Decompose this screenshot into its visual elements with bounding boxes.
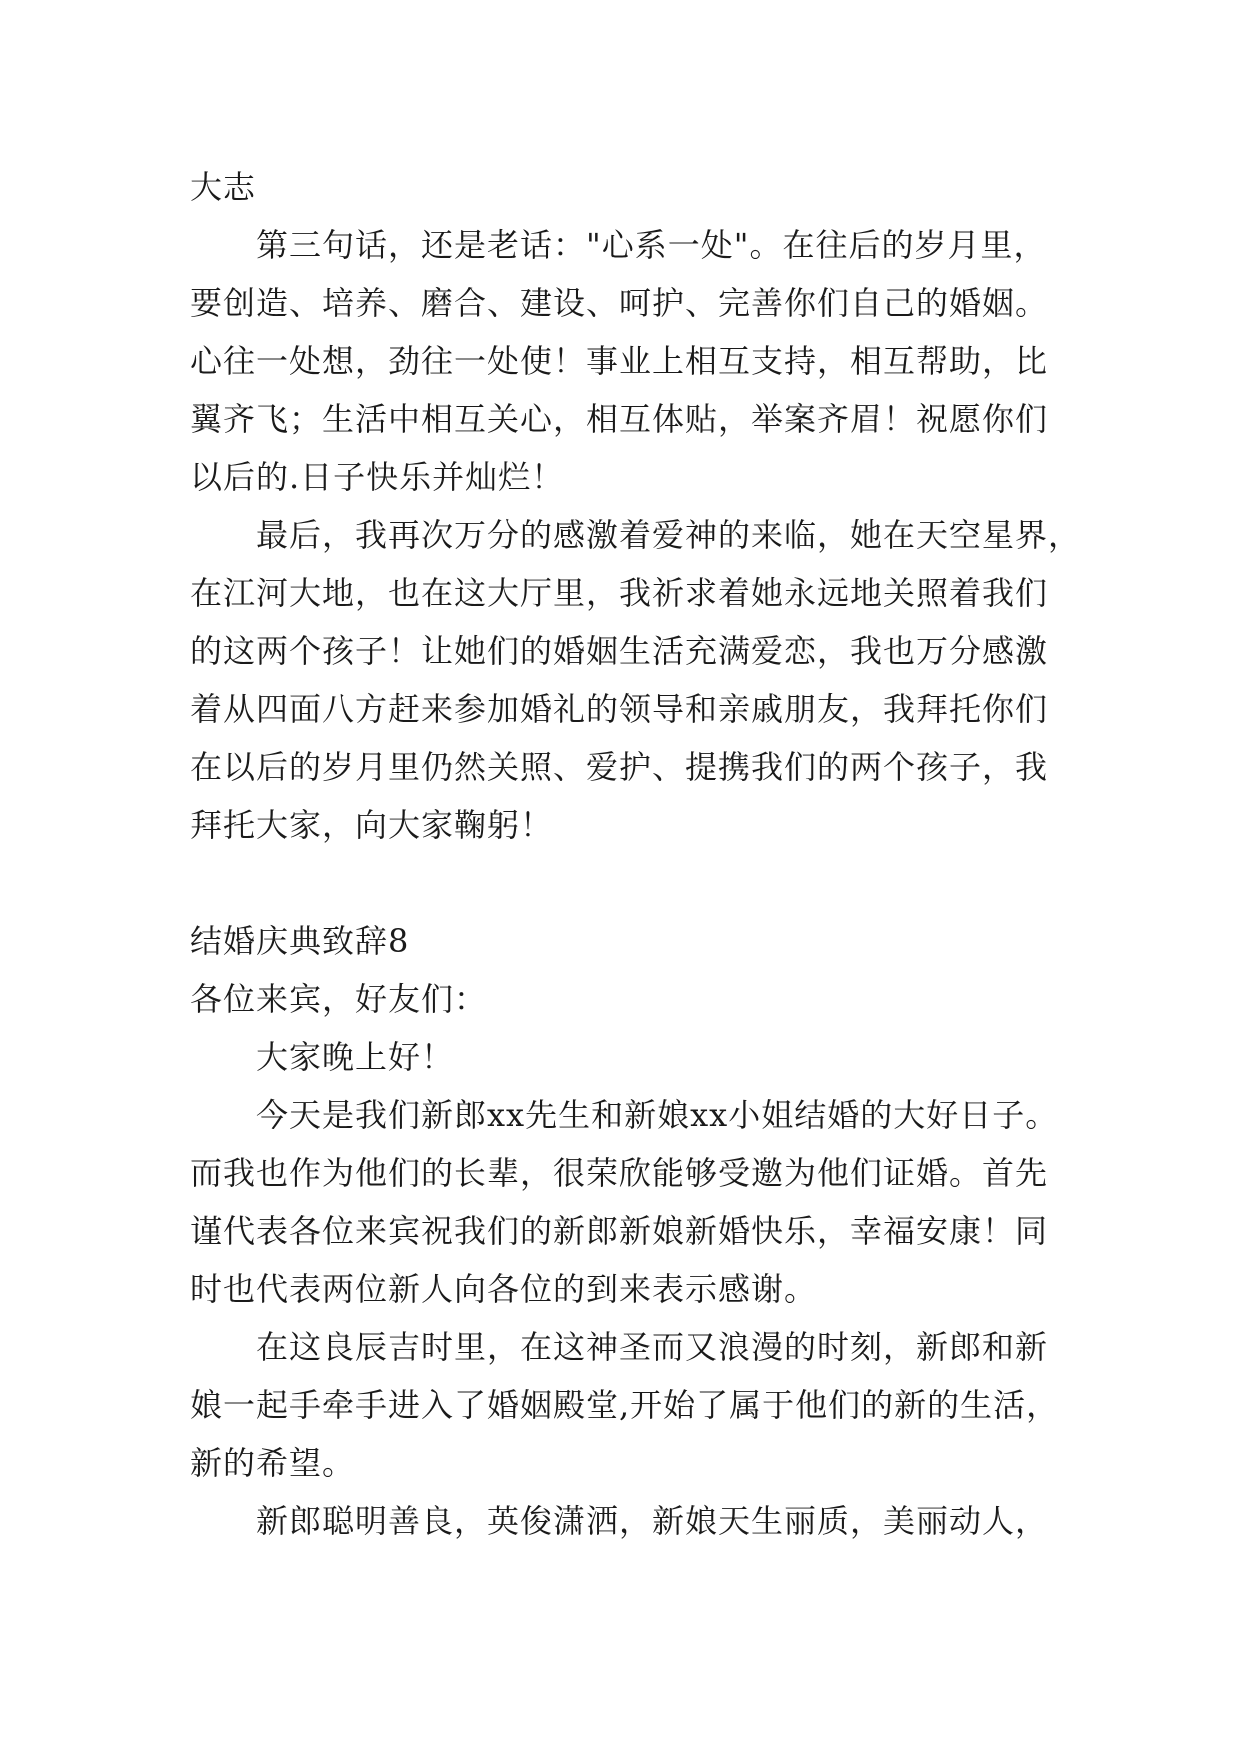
text-line: 而我也作为他们的长辈，很荣欣能够受邀为他们证婚。首先 (190, 1154, 1049, 1192)
text-line: 新的希望。 (190, 1444, 356, 1482)
paragraph-start: 今天是我们新郎xx先生和新娘xx小姐结婚的大好日子。 (256, 1096, 1059, 1134)
text-line: 以后的.日子快乐并灿烂！ (190, 458, 565, 496)
paragraph-start: 新郎聪明善良，英俊潇洒，新娘天生丽质，美丽动人， (256, 1502, 1049, 1540)
text-line: 着从四面八方赶来参加婚礼的领导和亲戚朋友，我拜托你们 (190, 690, 1049, 728)
text-line: 翼齐飞；生活中相互关心，相互体贴，举案齐眉！祝愿你们 (190, 400, 1049, 438)
section-gap (190, 854, 1070, 912)
text-line: 拜托大家，向大家鞠躬！ (190, 806, 554, 844)
text-line: 在江河大地，也在这大厅里，我祈求着她永远地关照着我们 (190, 574, 1049, 612)
paragraph-start: 最后，我再次万分的感激着爱神的来临，她在天空星界， (256, 516, 1082, 554)
section-heading: 结婚庆典致辞8 (190, 922, 410, 960)
text-line: 的这两个孩子！让她们的婚姻生活充满爱恋，我也万分感激 (190, 632, 1049, 670)
document-body (190, 158, 1082, 1550)
salutation: 各位来宾，好友们： (190, 980, 488, 1018)
text-line: 要创造、培养、磨合、建设、呵护、完善你们自己的婚姻。 (190, 284, 1049, 322)
greeting: 大家晚上好！ (256, 1038, 455, 1076)
text-line: 娘一起手牵手进入了婚姻殿堂,开始了属于他们的新的生活， (190, 1386, 1060, 1424)
text-line: 大志 (190, 168, 257, 206)
text-line: 谨代表各位来宾祝我们的新郎新娘新婚快乐，幸福安康！同 (190, 1212, 1049, 1250)
text-line: 在以后的岁月里仍然关照、爱护、提携我们的两个孩子，我 (190, 748, 1049, 786)
text-line: 时也代表两位新人向各位的到来表示感谢。 (190, 1270, 818, 1308)
paragraph-start: 第三句话，还是老话："心系一处"。在往后的岁月里， (256, 226, 1047, 264)
text-line: 心往一处想，劲往一处使！事业上相互支持，相互帮助，比 (190, 342, 1049, 380)
paragraph-start: 在这良辰吉时里，在这神圣而又浪漫的时刻，新郎和新 (256, 1328, 1049, 1366)
